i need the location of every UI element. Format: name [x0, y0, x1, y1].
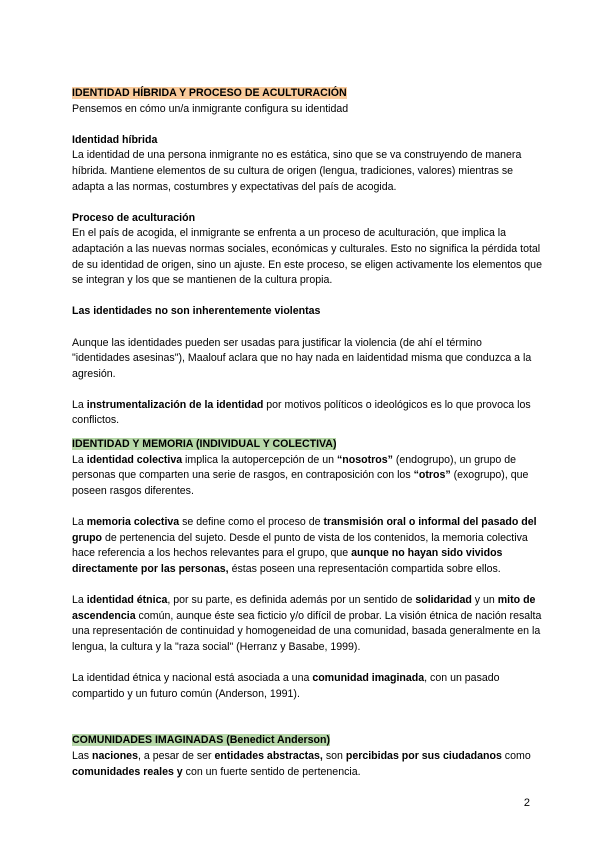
text-run-bold: identidad étnica [86, 594, 168, 606]
paragraph-violence: Aunque las identidades pueden ser usadas para justificar la violencia (de ahí el término "identidades asesinas"), Maalouf aclara que no hay nada en laidentidad misma que conduzca a la agresión. [72, 336, 532, 380]
text-run-bold: “otros” [413, 469, 451, 482]
text-run: como [501, 749, 531, 762]
section-title-hybrid-identity: IDENTIDAD HÍBRIDA Y PROCESO DE ACULTURACIÓN [72, 87, 347, 99]
text-run: La [72, 516, 87, 529]
paragraph-imagined-community [72, 671, 542, 702]
text-run: La [72, 453, 87, 466]
text-run: , por su parte, es definida además por un sentido de [167, 594, 416, 606]
text-run-bold: identidad colectiva [86, 453, 183, 466]
paragraph-acculturation: En el país de acogida, el inmigrante se enfrenta a un proceso de aculturación, que implica la adaptación a las nuevas normas sociales, económicas y culturales. Esto no significa la pérdida total de su identidad de origen, sino un ajuste. En este proceso, se eligen activamente los elementos que se integran y los que se mantienen de la cultura propia. [72, 227, 542, 287]
text-run: La identidad étnica y nacional está asociada a una [72, 671, 313, 684]
text-run-bold: solidaridad [415, 594, 472, 606]
subheading-acculturation: Proceso de aculturación [72, 211, 196, 224]
text-run-bold: memoria colectiva [86, 516, 180, 529]
text-run: La [72, 398, 87, 411]
text-run: implica la autopercepción de un [182, 453, 337, 466]
text-run-bold: naciones [92, 749, 138, 762]
text-run: éstas poseen una representación compartida sobre ellos. [228, 562, 501, 575]
text-run-bold: transmisión oral o informal del pasado del grupo [72, 516, 537, 544]
document-page [72, 86, 542, 780]
subheading-violence: Las identidades no son inherentemente violentas [72, 305, 321, 318]
intro-text: Pensemos en cómo un/a inmigrante configura su identidad [72, 102, 349, 115]
text-run: (exogrupo), que poseen rasgos diferentes. [72, 469, 529, 497]
paragraph-ethnic-identity [72, 593, 542, 655]
text-run: Las [72, 749, 93, 762]
text-run: por motivos políticos o ideológicos es lo que provoca los conflictos. [72, 398, 531, 427]
text-run-bold: entidades abstractas, [214, 749, 323, 762]
page-number: 2 [523, 797, 530, 809]
paragraph-nations [72, 749, 542, 780]
text-run: común, aunque éste sea ficticio y/o difícil de probar. La visión étnica de nación resalta una representación de continuidad y homogeneidad de una comunidad, basada generalmente en la lengua, la cultura y la "raza social" (Herranz y Basabe, 1999). [72, 609, 542, 653]
text-run: (endogrupo), un grupo de personas que comparten una serie de rasgos, en contraposición con los [72, 453, 517, 482]
section-heading [72, 86, 542, 102]
text-run-bold: comunidad imaginada [312, 671, 425, 684]
section-title-identity-memory: IDENTIDAD Y MEMORIA (INDIVIDUAL Y COLECTIVA) [72, 438, 337, 451]
text-run-bold: “nosotros” [337, 453, 393, 466]
text-run: , con un pasado compartido y un futuro común (Anderson, 1991). [72, 671, 500, 700]
text-run: , a pesar de ser [137, 749, 215, 762]
text-run: y un [471, 594, 498, 606]
section-title-imagined-communities: COMUNIDADES IMAGINADAS (Benedict Anderson) [72, 734, 330, 747]
text-run-bold: aunque no hayan sido vividos directamente por las personas, [72, 547, 503, 575]
text-run: se define como el proceso de [179, 516, 324, 529]
text-run-bold: instrumentalización de la identidad [86, 398, 264, 411]
text-run-bold: percibidas por sus ciudadanos [345, 749, 502, 762]
paragraph-collective-identity [72, 453, 542, 500]
section-heading [72, 437, 542, 453]
text-run-bold: mito de ascendencia [72, 594, 536, 622]
text-run: de pertenencia del sujeto. Desde el punto de vista de los contenidos, la memoria colectiva hace referencia a los hechos relevantes para el grupo, que [72, 531, 528, 560]
text-run-bold: comunidades reales y [72, 765, 183, 778]
paragraph-instrumentalization [72, 398, 542, 429]
paragraph-collective-memory [72, 515, 542, 577]
section-heading [72, 733, 542, 749]
text-run: con un fuerte sentido de pertenencia. [182, 765, 361, 778]
paragraph-hybrid-identity: La identidad de una persona inmigrante no es estática, sino que se va construyendo de manera híbrida. Mantiene elementos de su cultura de origen (lengua, tradiciones, valores) mientras se adapta a las normas, costumbres y expectativas del país de acogida. [72, 149, 522, 193]
text-run: son [322, 749, 346, 762]
subheading-hybrid-identity: Identidad híbrida [72, 133, 158, 146]
text-run: La [72, 594, 87, 606]
